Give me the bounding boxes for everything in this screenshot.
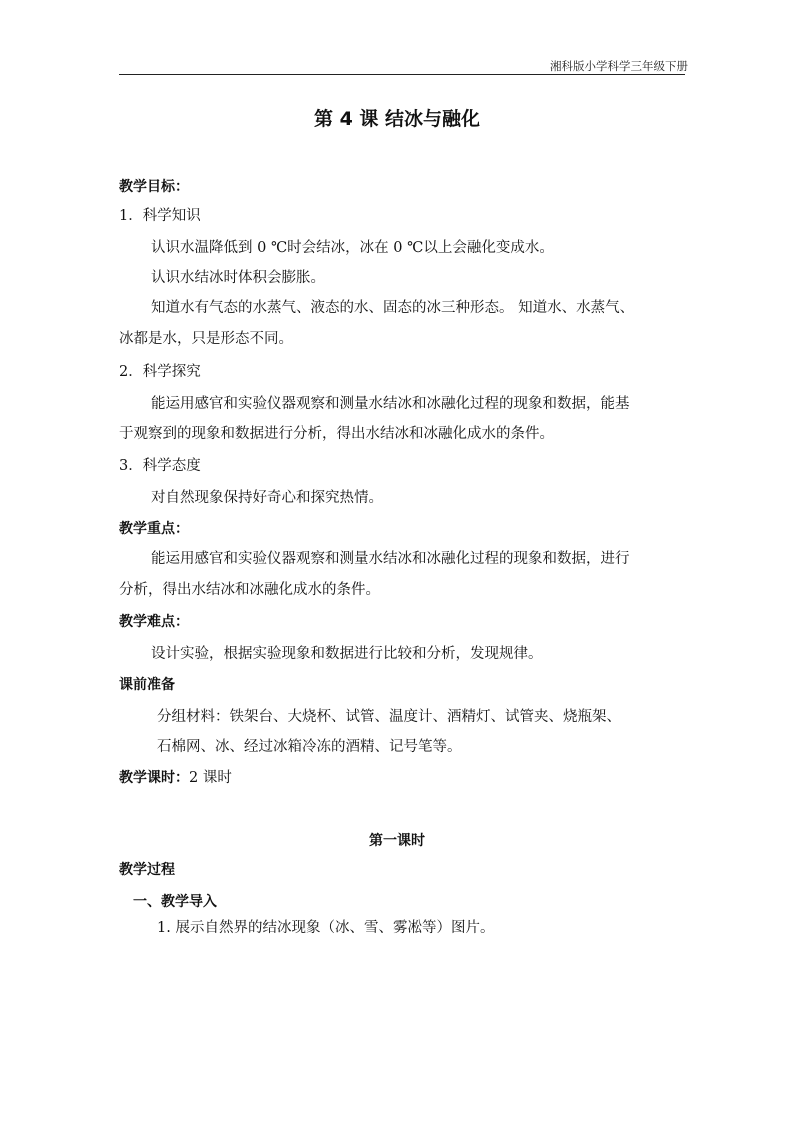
attitude-label: 3．科学态度: [119, 458, 201, 474]
inquiry-label: 2．科学探究: [119, 364, 201, 380]
preparation-line: 分组材料：铁架台、大烧杯、试管、温度计、酒精灯、试管夹、烧瓶架、: [157, 709, 621, 725]
knowledge-line: 认识水结冰时体积会膨胀。: [151, 270, 325, 286]
process-item: 1. 展示自然界的结冰现象（冰、雪、雾凇等）图片。: [157, 920, 495, 936]
knowledge-label: 1．科学知识: [119, 208, 201, 224]
key-points-line: 能运用感官和实验仪器观察和测量水结冰和冰融化过程的现象和数据，进行: [151, 551, 630, 567]
objectives-heading: 教学目标：: [119, 179, 189, 195]
teaching-hours-label: 教学课时：: [119, 770, 189, 786]
difficulties-line: 设计实验，根据实验现象和数据进行比较和分析，发现规律。: [151, 646, 543, 662]
knowledge-line: 知道水有气态的水蒸气、液态的水、固态的冰三种形态。 知道水、水蒸气、: [151, 300, 635, 316]
key-points-line: 分析，得出水结冰和冰融化成水的条件。: [119, 582, 380, 598]
page-title: 第 4 课 结冰与融化: [313, 108, 481, 130]
preparation-line: 石棉网、冰、经过冰箱冷冻的酒精、记号笔等。: [157, 739, 462, 755]
header-rule: [119, 74, 685, 75]
preparation-heading: 课前准备: [119, 677, 175, 693]
key-points-heading: 教学重点：: [119, 521, 189, 537]
header-text: 湘科版小学科学三年级下册: [550, 59, 688, 73]
process-heading: 教学过程: [119, 862, 175, 878]
knowledge-line: 认识水温降低到 0 ℃时会结冰，冰在 0 ℃以上会融化变成水。: [151, 240, 554, 256]
knowledge-line: 冰都是水，只是形态不同。: [119, 331, 293, 347]
inquiry-line: 于观察到的现象和数据进行分析，得出水结冰和冰融化成水的条件。: [119, 426, 554, 442]
section-heading: 一、教学导入: [133, 894, 217, 910]
attitude-line: 对自然现象保持好奇心和探究热情。: [151, 490, 383, 506]
inquiry-line: 能运用感官和实验仪器观察和测量水结冰和冰融化过程的现象和数据，能基: [151, 396, 630, 412]
teaching-hours: [119, 768, 232, 788]
teaching-hours-value: 2 课时: [189, 770, 232, 786]
difficulties-heading: 教学难点：: [119, 614, 189, 630]
lesson-title: 第一课时: [369, 833, 425, 849]
